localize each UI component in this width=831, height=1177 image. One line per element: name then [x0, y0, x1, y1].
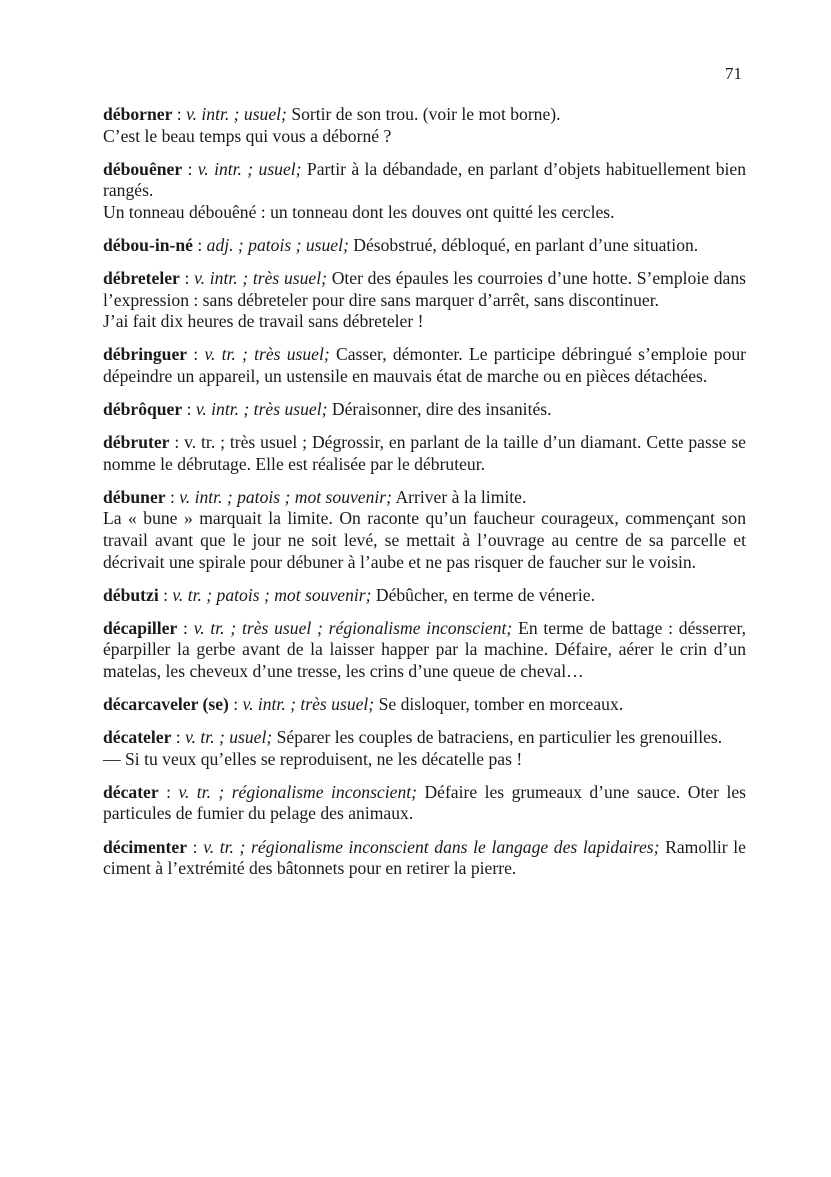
- dictionary-entry: [103, 782, 746, 825]
- entry-separator: :: [182, 158, 198, 179]
- entry-definition: Casser, démonter. Le participe débringué s’emploie pour dépeindre un appareil, un ustensile en mauvais état de marche ou en pièces détachées.: [103, 344, 746, 386]
- entry-headword: décimenter: [103, 836, 188, 857]
- entry-separator: :: [192, 234, 207, 255]
- entry-example-line: Un tonneau débouêné : un tonneau dont les douves ont quitté les cercles.: [103, 201, 615, 222]
- entry-definition: Déraisonner, dire des insanités.: [331, 399, 552, 420]
- entry-definition: Ramollir le ciment à l’extrémité des bâtonnets pour en retirer la pierre.: [103, 836, 746, 879]
- dictionary-entry: [103, 104, 746, 147]
- entry-example-line: J’ai fait dix heures de travail sans débreteler !: [103, 311, 424, 332]
- entry-separator: :: [172, 104, 187, 124]
- entry-example-line: La « bune » marquait la limite. On raconte qu’un faucheur courageux, commençant son travail avant que le jour ne soit levé, se mettait à l’ouvrage au centre de sa parcelle et décrivait une spirale pour débuner à l’aube et ne pas risquer de faucher sur le voisin.: [103, 508, 746, 572]
- entry-grammar: v. intr. ; très usuel;: [195, 399, 328, 420]
- entry-grammar: v. tr. ; patois ; mot souvenir;: [172, 584, 372, 605]
- entry-main-line: [103, 694, 746, 716]
- entry-separator: :: [187, 836, 204, 857]
- entry-separator: :: [158, 584, 173, 605]
- entry-grammar: v. intr. ; patois ; mot souvenir;: [179, 486, 392, 507]
- entry-main-line: [103, 432, 746, 475]
- entry-grammar: v. tr. ; très usuel;: [204, 344, 330, 365]
- dictionary-entry: [103, 268, 746, 333]
- entry-headword: déborner: [103, 104, 173, 124]
- entry-separator: :: [182, 399, 196, 420]
- dictionary-entry: [103, 235, 746, 257]
- entry-definition: Désobstrué, débloqué, en parlant d’une situation.: [353, 234, 699, 255]
- entry-headword: débreteler: [103, 268, 180, 289]
- entry-separator: :: [171, 727, 186, 748]
- entry-definition: En terme de battage : désserrer, éparpiller la gerbe avant de la laisser happer par la machine. Défaire, aérer le crin d’un matelas, les cheveux d’une tresse, les crins d’une queue de cheval…: [103, 617, 746, 681]
- entry-definition: Sortir de son trou. (voir le mot borne).: [291, 104, 561, 124]
- entry-headword: décapiller: [103, 617, 178, 638]
- entry-grammar: adj. ; patois ; usuel;: [206, 234, 349, 255]
- entry-definition: Débûcher, en terme de vénerie.: [375, 584, 595, 605]
- entry-main-line: [103, 268, 746, 311]
- entry-headword: débou-in-né: [103, 234, 193, 255]
- entry-grammar: v. intr. ; très usuel;: [242, 694, 375, 715]
- entry-definition: Oter des épaules les courroies d’une hotte. S’emploie dans l’expression : sans débreteler pour dire sans marquer d’arrêt, sans discontinuer.: [103, 268, 746, 310]
- entry-headword: débutzi: [103, 584, 159, 605]
- entry-main-line: [103, 104, 746, 126]
- entry-separator: :: [228, 694, 243, 715]
- entry-separator: :: [177, 617, 194, 638]
- dictionary-entry: [103, 837, 746, 880]
- entry-definition: Se disloquer, tomber en morceaux.: [378, 694, 624, 715]
- dictionary-entry: [103, 727, 746, 770]
- entry-main-line: [103, 782, 746, 825]
- entry-headword: débouêner: [103, 158, 183, 179]
- entry-definition: Arriver à la limite.: [395, 486, 527, 507]
- entry-grammar: v. tr. ; régionalisme inconscient dans le langage des lapidaires;: [203, 836, 660, 857]
- entry-grammar: v. tr. ; régionalisme inconscient;: [178, 781, 417, 802]
- dictionary-entry: [103, 432, 746, 475]
- entry-separator: :: [158, 781, 179, 802]
- entry-main-line: [103, 159, 746, 202]
- entry-grammar: v. intr. ; très usuel;: [194, 268, 327, 289]
- entry-grammar: v. tr. ; très usuel ; régionalisme inconscient;: [193, 617, 513, 638]
- entry-headword: décater: [103, 781, 159, 802]
- entry-headword: débrôquer: [103, 399, 183, 420]
- entry-headword: débuner: [103, 486, 166, 507]
- dictionary-entry: [103, 344, 746, 387]
- entry-separator: :: [187, 344, 205, 365]
- entry-definition: v. tr. ; très usuel ; Dégrossir, en parlant de la taille d’un diamant. Cette passe se nomme le débrutage. Elle est réalisée par le débruteur.: [103, 432, 746, 474]
- entry-headword: décarcaveler (se): [103, 694, 229, 715]
- entry-main-line: [103, 585, 746, 607]
- dictionary-entry: [103, 487, 746, 573]
- entry-headword: débruter: [103, 432, 170, 453]
- entry-main-line: [103, 399, 746, 421]
- dictionary-entry: [103, 618, 746, 683]
- entry-example-line: — Si tu veux qu’elles se reproduisent, ne les décatelle pas !: [103, 748, 523, 769]
- entry-main-line: [103, 837, 746, 880]
- dictionary-entry: [103, 399, 746, 421]
- entry-definition: Partir à la débandade, en parlant d’objets habituellement bien rangés.: [103, 158, 747, 201]
- entry-main-line: [103, 344, 746, 387]
- entry-separator: :: [165, 486, 180, 507]
- entry-grammar: v. intr. ; usuel;: [197, 158, 302, 179]
- dictionary-entry: [103, 159, 746, 224]
- dictionary-entry: [103, 694, 746, 716]
- entry-headword: débringuer: [103, 344, 188, 365]
- entry-example-line: C’est le beau temps qui vous a déborné ?: [103, 125, 392, 146]
- entry-grammar: v. intr. ; usuel;: [186, 104, 287, 124]
- dictionary-entry: [103, 585, 746, 607]
- dictionary-entries: [103, 104, 746, 891]
- entry-grammar: v. tr. ; usuel;: [185, 727, 273, 748]
- entry-separator: :: [179, 268, 195, 289]
- entry-main-line: [103, 618, 746, 683]
- entry-main-line: [103, 727, 746, 749]
- entry-headword: décateler: [103, 727, 172, 748]
- entry-main-line: [103, 487, 746, 509]
- entry-main-line: [103, 235, 746, 257]
- entry-separator: :: [169, 432, 185, 453]
- page-number: 71: [725, 64, 742, 83]
- entry-definition: Séparer les couples de batraciens, en particulier les grenouilles.: [276, 727, 723, 748]
- entry-definition: Défaire les grumeaux d’une sauce. Oter les particules de fumier du pelage des animaux.: [103, 781, 747, 824]
